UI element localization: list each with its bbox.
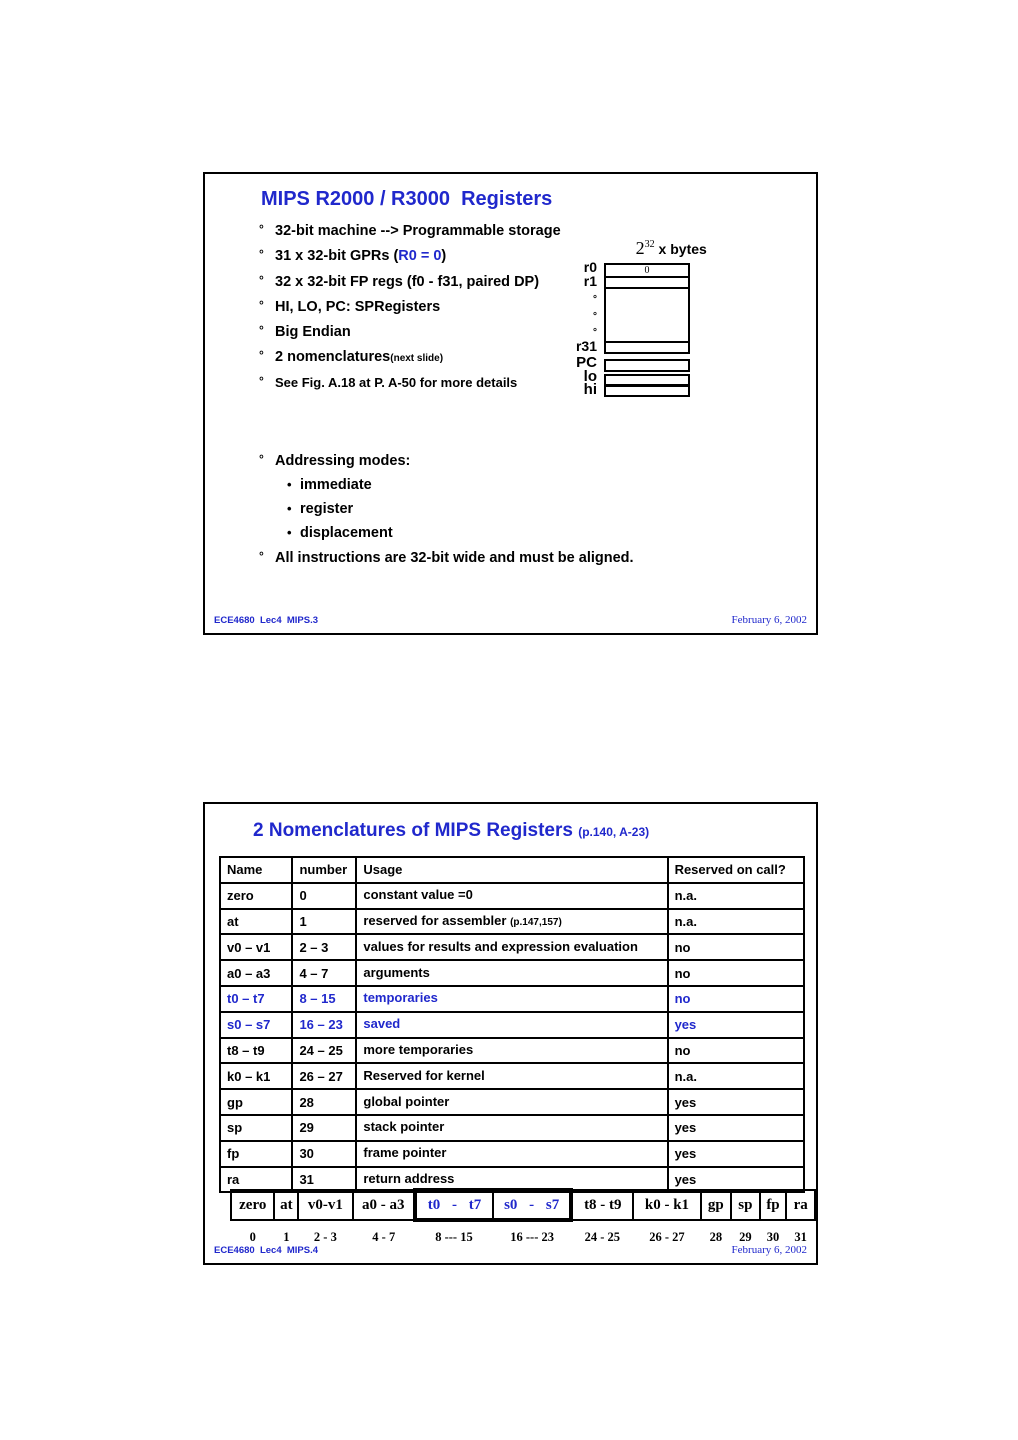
footer-course-label: ECE4680 Lec4 MIPS.3 [214, 615, 319, 626]
table-row: ra 31 return address yes [220, 1167, 804, 1193]
col-header-usage: Usage [356, 857, 667, 883]
degree-bullet-icon: ° [259, 452, 264, 466]
footer-date: February 6, 2002 [731, 1244, 807, 1256]
strip-number: 16 --- 23 [510, 1230, 555, 1244]
gpr-r0-row: 0 [606, 265, 688, 278]
strip-number: 30 [766, 1229, 780, 1244]
table-row: t8 – t9 24 – 25 more temporaries no [220, 1038, 804, 1064]
gpr-middle-area [606, 289, 688, 341]
slide-mips-registers [203, 172, 818, 635]
ellipsis-dot-icon: ° [593, 327, 597, 338]
degree-bullet-icon: ° [259, 297, 264, 312]
strip-number: 31 [794, 1229, 807, 1244]
degree-bullet-icon: ° [259, 323, 264, 338]
dot-bullet-icon: • [287, 476, 292, 492]
table-row: sp 29 stack pointer yes [220, 1115, 804, 1141]
addressing-item: • immediate [287, 476, 372, 493]
slide1-bullet-list [259, 222, 561, 399]
gpr-box [604, 263, 690, 354]
register-strip [230, 1188, 816, 1246]
gpr-r31-row [606, 341, 688, 352]
bullet-item: ° 31 x 32-bit GPRs (R0 = 0) [259, 247, 447, 265]
next-slide-note: (next slide) [390, 353, 444, 365]
table-row: at 1 reserved for assembler (p.147,157) n.a. [220, 909, 804, 935]
registers-table [219, 856, 805, 1193]
col-header-reserved: Reserved on call? [668, 857, 804, 883]
table-row: fp 30 frame pointer yes [220, 1141, 804, 1167]
bullet-item: ° Big Endian [259, 323, 351, 341]
strip-cell: gp [701, 1190, 732, 1220]
bullet-item: ° See Fig. A.18 at P. A-50 for more details [259, 373, 518, 390]
degree-bullet-icon: ° [259, 247, 264, 262]
table-row-saved: s0 – s7 16 – 23 saved yes [220, 1012, 804, 1038]
memory-size-label: $2^{32}$ x bytes [635, 238, 707, 258]
pc-box [604, 359, 690, 372]
degree-bullet-icon: ° [259, 222, 264, 236]
register-label-r1: r1 [583, 273, 597, 289]
strip-cell: a0 - a3 [353, 1190, 415, 1220]
dot-bullet-icon: • [287, 524, 292, 540]
table-row-temporaries: t0 – t7 8 – 15 temporaries no [220, 986, 804, 1012]
strip-cell: at [274, 1190, 298, 1220]
strip-cell: v0-v1 [298, 1190, 352, 1220]
register-label-lo: lo [583, 368, 597, 385]
table-row: zero 0 constant value =0 n.a. [220, 883, 804, 909]
ellipsis-dot-icon: ° [593, 311, 597, 322]
table-header-row [220, 857, 804, 883]
strip-number: 8 --- 15 [435, 1230, 473, 1244]
col-header-number: number [292, 857, 356, 883]
strip-cell: sp [731, 1190, 760, 1220]
strip-cell-highlighted: t0 - t7 [415, 1190, 493, 1220]
degree-bullet-icon: ° [259, 348, 264, 363]
table-row: a0 – a3 4 – 7 arguments no [220, 960, 804, 986]
strip-cell: t8 - t9 [571, 1190, 633, 1220]
strip-number: 1 [283, 1229, 290, 1244]
register-label-r0: r0 [583, 259, 597, 275]
strip-number: 26 - 27 [649, 1229, 685, 1244]
strip-cell: zero [231, 1190, 274, 1220]
register-label-hi: hi [583, 381, 597, 398]
strip-cell-highlighted: s0 - s7 [493, 1190, 571, 1220]
strip-label-row [231, 1190, 815, 1220]
bullet-item: ° 2 nomenclatures(next slide) [259, 348, 444, 366]
lo-hi-box [604, 374, 690, 397]
highlight-r0: R0 = 0 [398, 248, 442, 265]
slide1-title: MIPS R2000 / R3000 Registers [261, 188, 553, 210]
footer-date: February 6, 2002 [731, 614, 807, 626]
table-row: k0 – k1 26 – 27 Reserved for kernel n.a. [220, 1063, 804, 1089]
degree-bullet-icon: ° [259, 549, 264, 564]
strip-cell: k0 - k1 [633, 1190, 700, 1220]
slide2-title: 2 Nomenclatures of MIPS Registers (p.140, A-23) [253, 820, 650, 841]
strip-cell: fp [760, 1190, 787, 1220]
col-header-name: Name [220, 857, 292, 883]
degree-bullet-icon: ° [259, 272, 264, 287]
dot-bullet-icon: • [287, 500, 292, 516]
slide-nomenclatures [203, 802, 818, 1265]
strip-cell: ra [786, 1190, 815, 1220]
addressing-item: • displacement [287, 524, 393, 541]
strip-number: 29 [739, 1229, 752, 1244]
strip-number: 0 [249, 1229, 256, 1244]
strip-number: 28 [709, 1229, 723, 1244]
register-label-r31: r31 [575, 338, 597, 354]
addressing-item: • register [287, 500, 354, 517]
page-reference: (p.140, A-23) [578, 825, 650, 839]
bullet-item: ° 32-bit machine --> Programmable storage [259, 222, 561, 239]
strip-number: 4 - 7 [372, 1229, 396, 1244]
strip-number-row [231, 1220, 815, 1246]
register-label-pc: PC [576, 354, 597, 371]
alignment-note: ° All instructions are 32-bit wide and must be aligned. [259, 549, 634, 567]
ellipsis-dot-icon: ° [593, 294, 597, 305]
degree-bullet-icon: ° [259, 373, 264, 388]
addressing-modes-block [259, 452, 634, 574]
bullet-item: ° HI, LO, PC: SPRegisters [259, 297, 441, 315]
addressing-title: ° Addressing modes: [259, 452, 411, 469]
footer-course-label: ECE4680 Lec4 MIPS.4 [214, 1245, 319, 1256]
gpr-r1-row [606, 278, 688, 289]
strip-number: 2 - 3 [313, 1229, 337, 1244]
strip-number: 24 - 25 [584, 1229, 621, 1244]
table-row: gp 28 global pointer yes [220, 1089, 804, 1115]
lo-row [606, 376, 688, 387]
bullet-item: ° 32 x 32-bit FP regs (f0 - f31, paired DP) [259, 272, 540, 290]
table-row: v0 – v1 2 – 3 values for results and expression evaluation no [220, 934, 804, 960]
